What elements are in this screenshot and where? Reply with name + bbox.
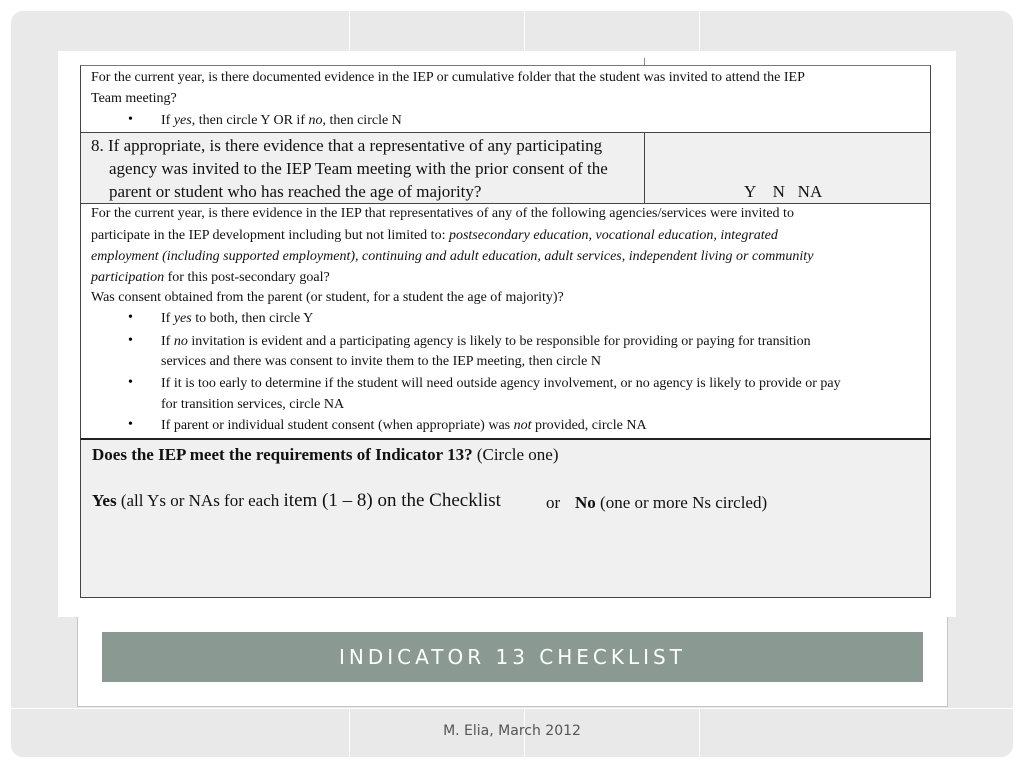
question-8-text: parent or student who has reached the age of majority?	[109, 182, 482, 201]
slide-title: INDICATOR 13 CHECKLIST	[339, 645, 686, 669]
bullet-icon: •	[128, 310, 133, 325]
row3-bullet-text: If no invitation is evident and a participating agency is likely to be responsible for providing or paying for transition	[161, 334, 811, 349]
summary-question: Does the IEP meet the requirements of Indicator 13? (Circle one)	[92, 445, 559, 464]
bullet-icon: •	[128, 375, 133, 390]
row3-text: participate in the IEP development including but not limited to: postsecondary education, vocational education, integrated	[91, 228, 778, 243]
row3-bullet-text: for transition services, circle NA	[161, 397, 345, 412]
row3-text: employment (including supported employment), continuing and adult education, adult services, independent living or community	[91, 249, 814, 264]
row1-text: Team meeting?	[91, 91, 177, 106]
row3-text: Was consent obtained from the parent (or student, for a student the age of majority)?	[91, 290, 564, 305]
row3-text: For the current year, is there evidence in the IEP that representatives of any of the following agencies/services were invited to	[91, 206, 794, 221]
summary-or: or	[546, 493, 561, 512]
row3-bullet-text: If it is too early to determine if the student will need outside agency involvement, or no agency is likely to provide or pay	[161, 376, 841, 391]
row3-text: participation for this post-secondary goal?	[91, 270, 330, 285]
row1-bullet-text: If yes, then circle Y OR if no, then circle N	[161, 113, 402, 128]
slide-footer: M. Elia, March 2012	[443, 723, 581, 739]
bullet-icon: •	[128, 333, 133, 348]
row3-bullet-text: If yes to both, then circle Y	[161, 311, 314, 326]
question-8-text: 8. If appropriate, is there evidence that a representative of any participating	[91, 136, 603, 155]
row3-bullet-text: If parent or individual student consent (when appropriate) was not provided, circle NA	[161, 418, 647, 433]
summary-yes-option: Yes (all Ys or NAs for each item (1 – 8) on the Checklist	[92, 490, 501, 511]
answer-options: Y N NA	[744, 182, 823, 201]
bg-grid-line	[11, 708, 1013, 709]
bullet-icon: •	[128, 112, 133, 127]
bullet-icon: •	[128, 417, 133, 432]
row1-text: For the current year, is there documented evidence in the IEP or cumulative folder that the student was invited to attend the IEP	[91, 70, 805, 85]
summary-no-option: No (one or more Ns circled)	[575, 493, 768, 512]
slide-title-bar	[102, 632, 923, 682]
question-8-text: agency was invited to the IEP Team meeting with the prior consent of the	[109, 159, 608, 178]
row3-bullet-text: services and there was consent to invite them to the IEP meeting, then circle N	[161, 354, 601, 369]
